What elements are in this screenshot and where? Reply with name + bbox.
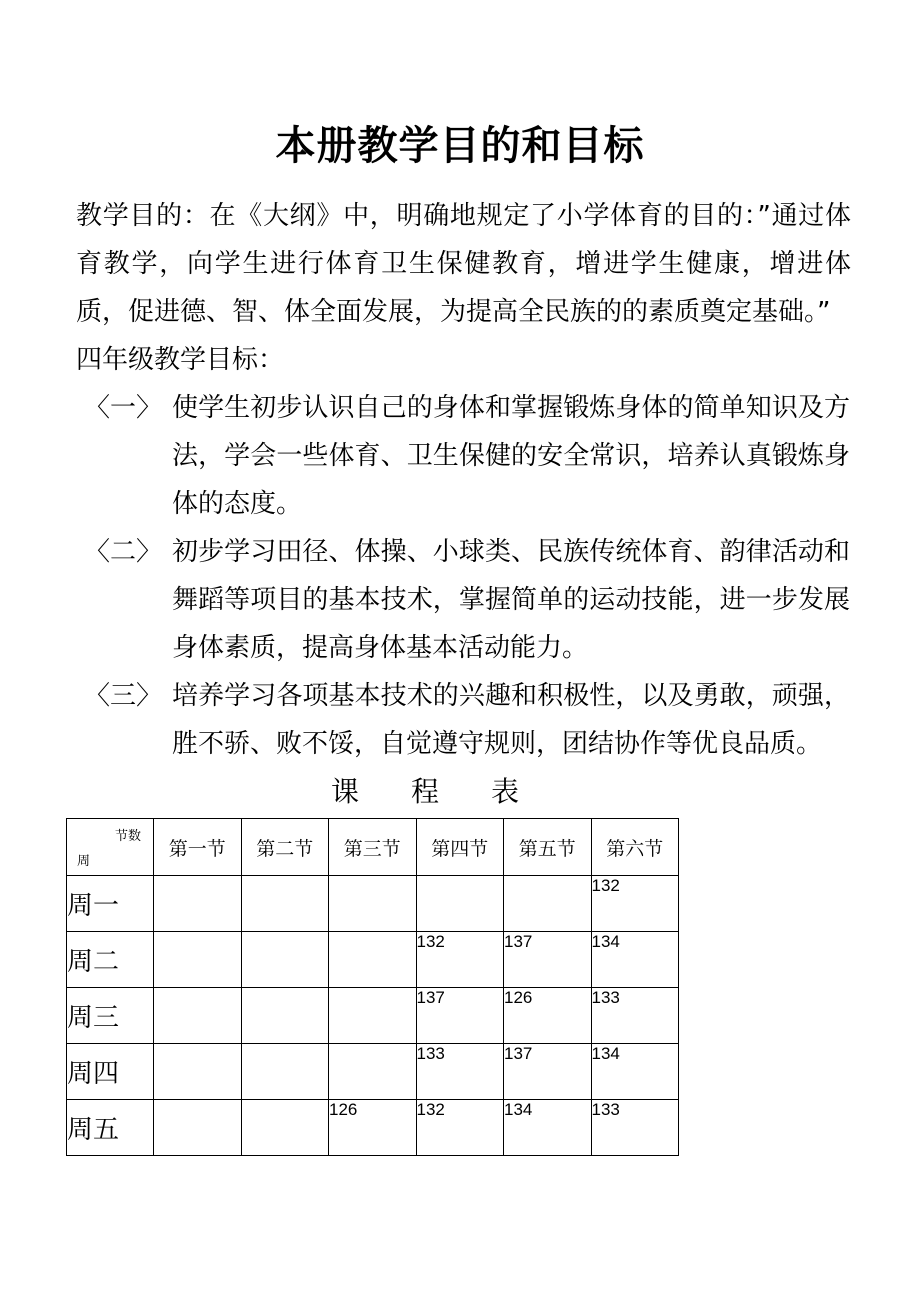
table-cell bbox=[241, 988, 329, 1044]
table-cell: 126 bbox=[504, 988, 592, 1044]
goals-heading: 四年级教学目标： bbox=[76, 345, 285, 375]
schedule-table bbox=[66, 818, 679, 1156]
column-header: 第二节 bbox=[241, 819, 329, 876]
column-header: 第六节 bbox=[591, 819, 679, 876]
table-row bbox=[67, 1100, 679, 1156]
table-row bbox=[67, 932, 679, 988]
table-cell bbox=[329, 876, 417, 932]
goal-number: 〈一〉 bbox=[84, 393, 163, 423]
goal-text: 使学生初步认识自己的身体和掌握锻炼身体的简单知识及方法，学会一些体育、卫生保健的安全常识，培养认真锻炼身体的态度。 bbox=[172, 393, 850, 519]
table-cell: 137 bbox=[504, 932, 592, 988]
table-cell: 137 bbox=[504, 1044, 592, 1100]
goal-number: 〈三〉 bbox=[84, 681, 163, 711]
goal-item bbox=[76, 672, 851, 768]
table-cell: 134 bbox=[591, 1044, 679, 1100]
column-header: 第三节 bbox=[329, 819, 417, 876]
table-cell: 133 bbox=[591, 1100, 679, 1156]
table-row bbox=[67, 876, 679, 932]
table-row bbox=[67, 988, 679, 1044]
row-day: 周五 bbox=[67, 1100, 154, 1156]
table-cell bbox=[329, 932, 417, 988]
row-day: 周一 bbox=[67, 876, 154, 932]
table-cell bbox=[241, 1100, 329, 1156]
schedule-title: 课程表 bbox=[330, 775, 571, 808]
schedule-header-row bbox=[67, 819, 679, 876]
page-title: 本册教学目的和目标 bbox=[275, 123, 645, 169]
table-cell bbox=[154, 932, 242, 988]
table-cell bbox=[504, 876, 592, 932]
purpose-paragraph: 教学目的：在《大纲》中，明确地规定了小学体育的目的：”通过体育教学，向学生进行体育卫生保健教育，增进学生健康，增进体质，促进德、智、体全面发展，为提高全民族的的素质奠定基础。” bbox=[76, 201, 851, 327]
row-day: 周二 bbox=[67, 932, 154, 988]
goal-item bbox=[76, 528, 851, 672]
table-row bbox=[67, 1044, 679, 1100]
goal-text: 初步学习田径、体操、小球类、民族传统体育、韵律活动和舞蹈等项目的基本技术，掌握简单的运动技能，进一步发展身体素质，提高身体基本活动能力。 bbox=[172, 537, 850, 663]
row-day: 周三 bbox=[67, 988, 154, 1044]
table-cell bbox=[154, 1100, 242, 1156]
table-cell bbox=[154, 988, 242, 1044]
table-cell: 132 bbox=[416, 1100, 504, 1156]
goal-number: 〈二〉 bbox=[84, 537, 163, 567]
corner-label-week: 周 bbox=[77, 854, 91, 869]
table-cell: 126 bbox=[329, 1100, 417, 1156]
table-cell: 133 bbox=[591, 988, 679, 1044]
table-cell bbox=[154, 876, 242, 932]
table-cell: 137 bbox=[416, 988, 504, 1044]
table-cell bbox=[241, 932, 329, 988]
table-cell: 134 bbox=[591, 932, 679, 988]
table-cell bbox=[241, 1044, 329, 1100]
table-cell bbox=[329, 988, 417, 1044]
row-day: 周四 bbox=[67, 1044, 154, 1100]
goal-item bbox=[76, 384, 851, 528]
column-header: 第四节 bbox=[416, 819, 504, 876]
goal-text: 培养学习各项基本技术的兴趣和积极性，以及勇敢，顽强，胜不骄、败不馁，自觉遵守规则，团结协作等优良品质。 bbox=[172, 681, 850, 759]
table-cell: 132 bbox=[591, 876, 679, 932]
column-header: 第五节 bbox=[504, 819, 592, 876]
table-cell: 133 bbox=[416, 1044, 504, 1100]
table-cell bbox=[329, 1044, 417, 1100]
table-cell: 132 bbox=[416, 932, 504, 988]
corner-label-periods: 节数 bbox=[114, 829, 141, 844]
column-header: 第一节 bbox=[154, 819, 242, 876]
table-cell: 134 bbox=[504, 1100, 592, 1156]
table-cell bbox=[416, 876, 504, 932]
schedule-corner-cell bbox=[67, 819, 154, 876]
table-cell bbox=[154, 1044, 242, 1100]
table-cell bbox=[241, 876, 329, 932]
